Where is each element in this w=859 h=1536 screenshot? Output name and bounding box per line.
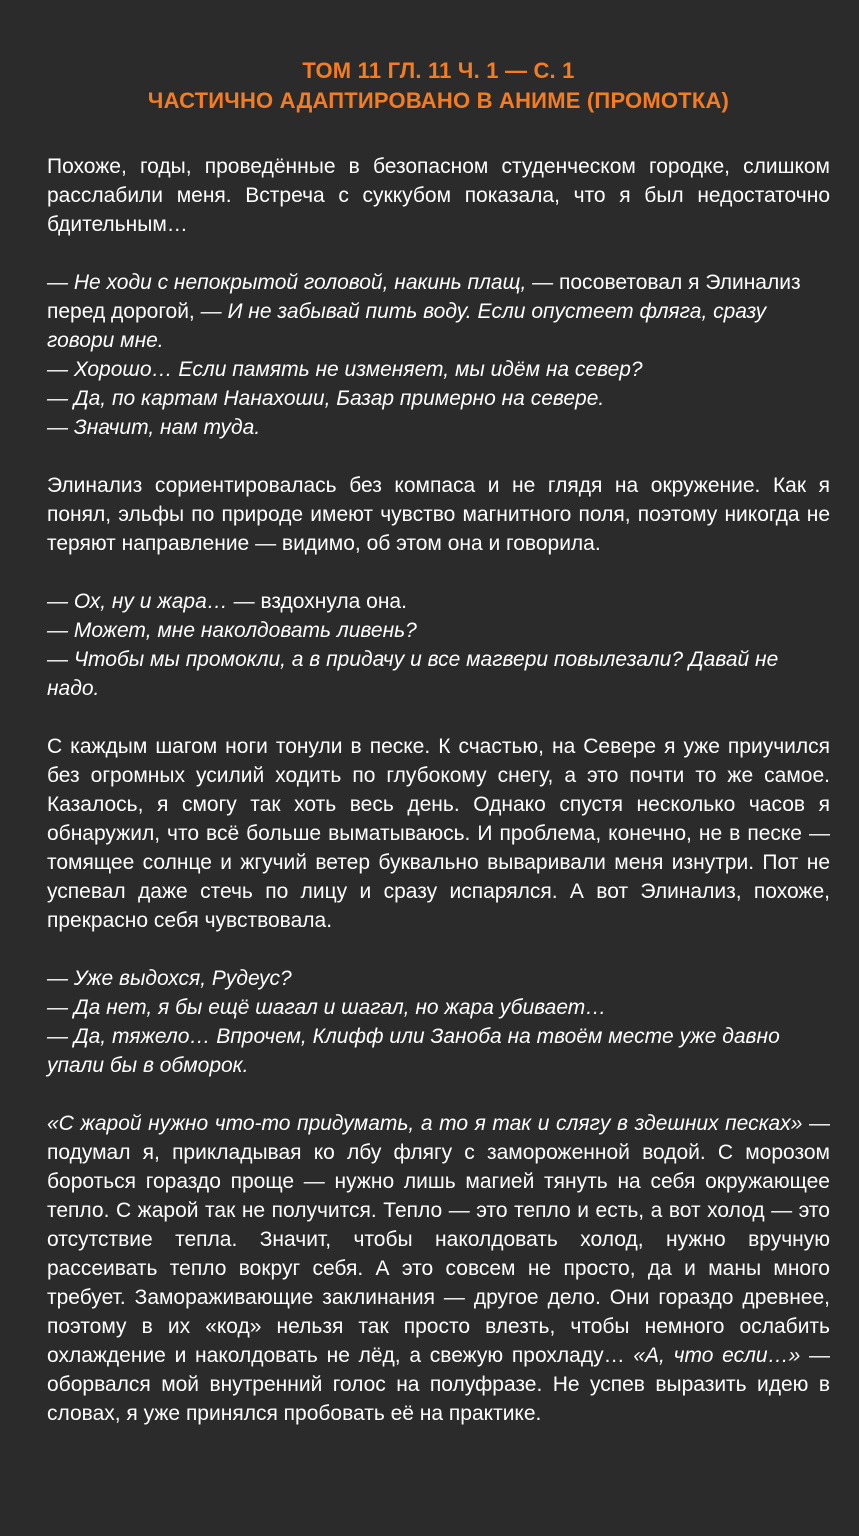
paragraph-1: Похоже, годы, проведённые в безопасном студенческом городке, слишком расслабили меня. Встреча с суккубом показала, что я был недостаточно бдительным… <box>47 155 830 236</box>
dialogue-line: — Да, тяжело… Впрочем, Клифф или Заноба на твоём месте уже давно упали бы в обморок. <box>47 1025 780 1077</box>
paragraph-2: Элинализ сориентировалась без компаса и не глядя на окружение. Как я понял, эльфы по природе имеют чувство магнитного поля, поэтому никогда не теряют направление — видимо, об этом она и говорила. <box>47 474 830 555</box>
inner-thought: «С жарой нужно что-то придумать, а то я так и слягу в здешних песках» <box>47 1112 803 1135</box>
inner-thought: «А, что если…» <box>633 1344 801 1367</box>
paragraph-3: С каждым шагом ноги тонули в песке. К счастью, на Севере я уже приучился без огромных усилий ходить по глубокому снегу, а это почти то же самое. Казалось, я смогу так хоть весь день. Однако спустя несколько часов я обнаружил, что всё больше выматываюсь. И проблема, конечно, не в песке — томящее солнце и жгучий ветер буквально вываривали меня изнутри. Пот не успевал даже стечь по лицу и сразу испарялся. А вот Элинализ, похоже, прекрасно себя чувствовала. <box>47 735 830 932</box>
paragraph-4: «С жарой нужно что-то придумать, а то я так и слягу в здешних песках» — подумал я, прикладывая ко лбу флягу с замороженной водой. С морозом бороться гораздо проще — нужно лишь магией тянуть на себя окружающее тепло. С жарой так не получится. Тепло — это тепло и есть, а вот холод — это отсутствие тепла. Значит, чтобы наколдовать холод, нужно вручную рассеивать тепло вокруг себя. А это совсем не просто, да и маны много требует. Замораживающие заклинания — другое дело. Они гораздо древнее, поэтому в их «код» нельзя так просто влезть, чтобы немного ослабить охлаждение и наколдовать не лёд, а свежую прохладу… «А, что если…» — оборвался мой внутренний голос на полуфразе. Не успев выразить идею в словах, я уже принялся пробовать её на практике. <box>47 1112 831 1425</box>
dialogue-line: — Не ходи с непокрытой головой, накинь плащ, — посоветовал я Элинализ перед дорогой, — И не забывай пить воду. Если опустеет фляга, сразу говори мне. <box>47 271 801 352</box>
dialogue-2 <box>47 587 830 703</box>
chapter-subtitle: ЧАСТИЧНО АДАПТИРОВАНО В АНИМЕ (ПРОМОТКА) <box>147 88 730 113</box>
dialogue-3 <box>47 964 830 1080</box>
dialogue-line: — Значит, нам туда. <box>47 416 261 439</box>
chapter-title: ТОМ 11 ГЛ. 11 Ч. 1 — С. 1 <box>302 58 575 83</box>
dialogue-line: — Да, по картам Нанахоши, Базар примерно на севере. <box>47 387 605 410</box>
dialogue-line: — Чтобы мы промокли, а в придачу и все магвери повылезали? Давай не надо. <box>47 648 779 700</box>
dialogue-line: — Уже выдохся, Рудеус? <box>47 967 292 990</box>
dialogue-line: — Хорошо… Если память не изменяет, мы идём на север? <box>47 358 643 381</box>
dialogue-line: — Ох, ну и жара… — вздохнула она. <box>47 590 407 613</box>
dialogue-line: — Да нет, я бы ещё шагал и шагал, но жара убивает… <box>47 996 607 1019</box>
chapter-heading <box>47 56 830 116</box>
dialogue-line: — Может, мне наколдовать ливень? <box>47 619 417 642</box>
dialogue-1 <box>47 268 830 442</box>
